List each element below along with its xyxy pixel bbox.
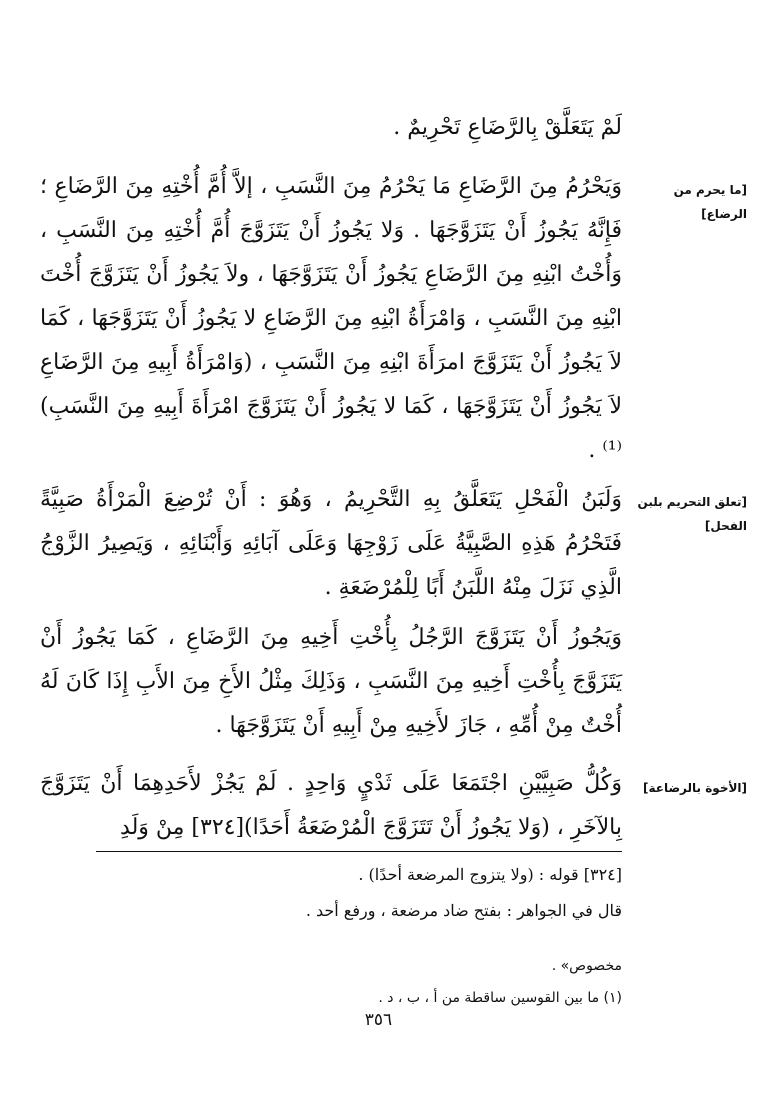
paragraph-laban-fahl: وَلَبَنُ الْفَحْلِ يَتَعَلَّقُ بِهِ التَّحْرِيمُ ، وَهُوَ : أَنْ تُرْضِعَ الْمَرْأَةُ صَبِيَّةً فَتَحْرُمُ هَذِهِ الصَّبِيَّةُ عَلَى زَوْجِهَا وَعَلَى آبَائِهِ وَأَبْنَائِهِ ، وَيَصِيرُ الزَّوْجُ الَّذِي نَزَلَ مِنْهُ اللَّبَنُ أَبًا لِلْمُرْضَعَةِ . [40, 487, 622, 600]
footnote-1: (١) ما بين القوسين ساقطة من أ ، ب ، د . [378, 990, 622, 1006]
paragraph-rada-prohibitions: وَيَحْرُمُ مِنَ الرَّضَاعِ مَا يَحْرُمُ مِنَ النَّسَبِ ، إلاَّ أُمَّ أُخْتِهِ مِنَ الرَّضَاعِ ؛ فَإِنَّهُ يَجُوزُ أَنْ يَتَزَوَّجَهَا . وَلا يَجُوزُ أَنْ يَتَزَوَّجَ أُمَّ أُخْتِهِ مِنَ النَّسَبِ ، وَأُخْتُ ابْنِهِ مِنَ الرَّضَاعِ يَجُوزُ أَنْ يَتَزَوَّجَهَا ، ولاَ يَجُوزُ أَنْ يَتَزَوَّجَ أُخْتَ ابْنِهِ مِنَ النَّسَبِ ، وَامْرَأَةُ ابْنِهِ مِنَ الرَّضَاعِ لا يَجُوزُ أَنْ يَتَزَوَّجَهَا ، كَمَا لاَ يَجُوزُ أَنْ يَتَزَوَّجَ امرَأَةَ ابْنِهِ مِنَ النَّسَبِ ، (وَامْرَأَةُ أَبِيهِ مِنَ الرَّضَاعِ لاَ يَجُوزُ أَنْ يَتَزَوَّجَهَا ، كَمَا لا يَجُوزُ أَنْ يَتَزَوَّجَ امْرَأَةَ أَبِيهِ مِنَ النَّسَبِ)⁽¹⁾ . [40, 174, 622, 463]
footnote-divider [96, 851, 622, 852]
paragraph-foster-siblings: وَكُلُّ صَبِيَّيْنِ اجْتَمَعَا عَلَى ثَدْيٍ وَاحِدٍ . لَمْ يَجُزْ لأَحَدِهِمَا أَنْ يَتَزَوَّجَ بِالآخَرِ ، (وَلا يَجُوزُ أَنْ تَتَزَوَّجَ الْمُرْضَعَةُ أَحَدًا)[٣٢٤] مِنْ وَلَدِ [40, 771, 622, 840]
commentary-heading: [٣٢٤] قوله : (ولا يتزوج المرضعة أحدًا) . [358, 865, 622, 884]
margin-note-laban-fahl: [تعلق التحريم بلبن الفحل] [637, 495, 747, 533]
margin-note-rada-prohibitions: [ما يحرم من الرضاع] [673, 183, 747, 221]
paragraph-brother-sister: وَيَجُوزُ أَنْ يَتَزَوَّجَ الرَّجُلُ بِأُخْتِ أَخِيهِ مِنَ الرَّضَاعِ ، كَمَا يَجُوزُ أَنْ يَتَزَوَّجَ بِأُخْتِ أَخِيهِ مِنَ النَّسَبِ ، وَذَلِكَ مِثْلُ الأَخِ مِنَ الأَبِ إِذَا كَانَ لَهُ أُخْتٌ مِنْ أُمِّهِ ، جَازَ لأَخِيهِ مِنْ أَبِيهِ أَنْ يَتَزَوَّجَهَا . [40, 625, 622, 738]
opening-line: لَمْ يَتَعَلَّقْ بِالرَّضَاعِ تَحْرِيمٌ . [393, 115, 622, 140]
page-number: ٣٥٦ [364, 1010, 393, 1030]
margin-note-foster-siblings: [الأخوة بالرضاعة] [642, 781, 747, 795]
commentary-body: قال في الجواهر : بفتح ضاد مرضعة ، ورفع أحد . [305, 901, 622, 920]
footnote-continuation: مخصوص» . [551, 958, 622, 974]
